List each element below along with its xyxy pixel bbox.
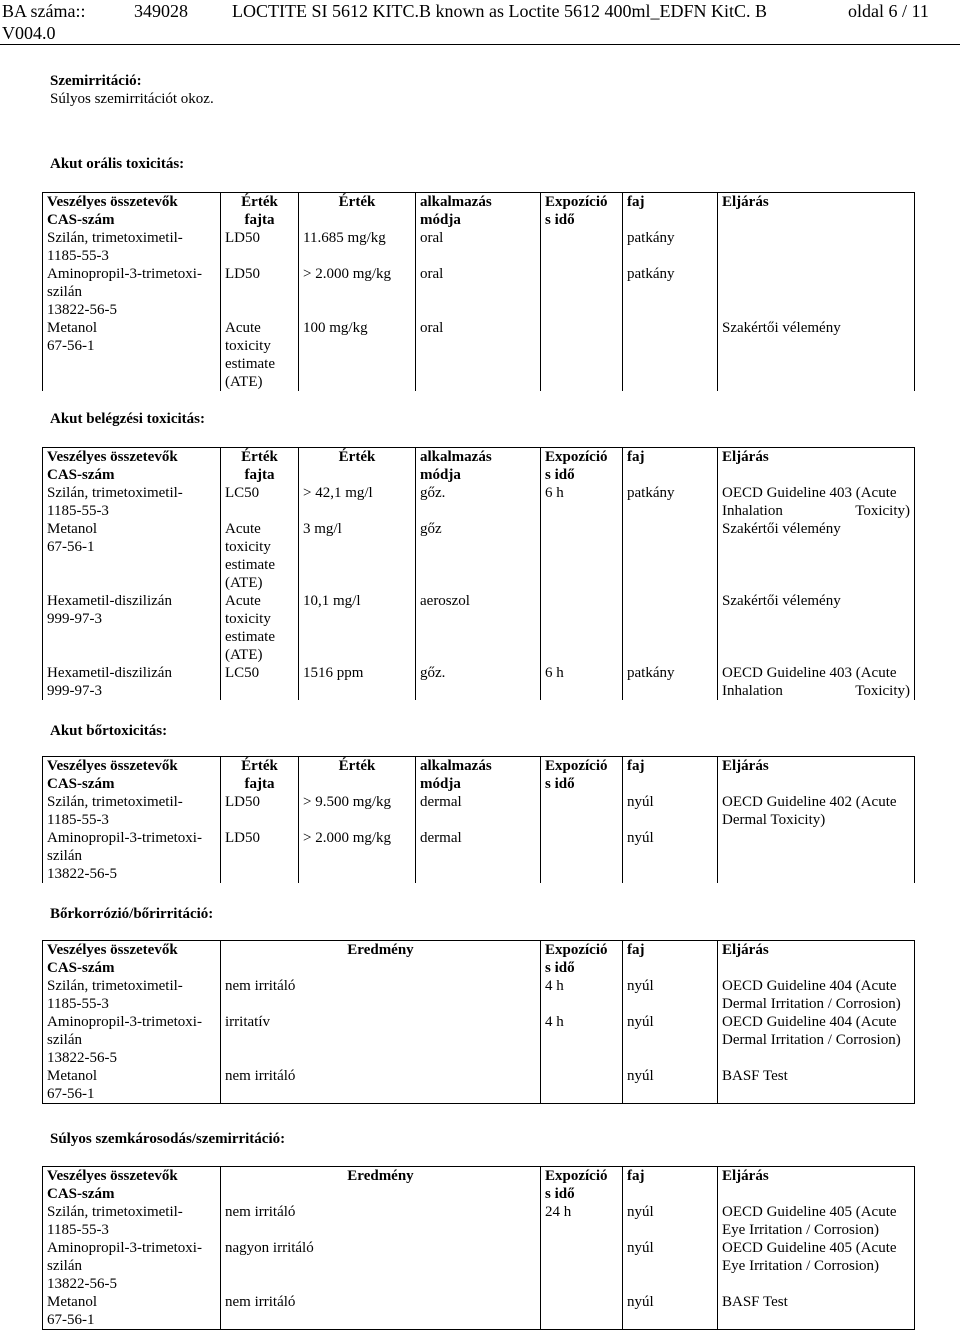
dermal-table [42, 756, 915, 883]
exposure [541, 520, 623, 592]
exposure [541, 1239, 623, 1293]
exposure [541, 1293, 623, 1330]
col-method: Eljárás [718, 1167, 915, 1204]
skin-table [42, 940, 915, 1104]
col-value: Érték [299, 193, 416, 230]
method [718, 829, 915, 883]
route: oral [416, 229, 541, 265]
cas-number: 13822-56-5 [47, 302, 117, 318]
col-route: alkalmazás módja [416, 448, 541, 485]
table-row [43, 1203, 915, 1239]
cas-number: 1185-55-3 [47, 503, 109, 519]
col-species: faj [623, 1167, 718, 1204]
inhalation-title: Akut belégzési toxicitás: [50, 411, 205, 427]
component-name: Szilán, trimetoximetil- [47, 794, 183, 810]
col-route: alkalmazás módja [416, 193, 541, 230]
col-result: Eredmény [221, 941, 541, 978]
doc-number: 349028 [134, 1, 188, 21]
method [718, 265, 915, 319]
species: nyúl [623, 977, 718, 1013]
value: > 2.000 mg/kg [299, 829, 416, 883]
method: OECD Guideline 404 (Acute Dermal Irritation / Corrosion) [718, 977, 915, 1013]
col-exposure: Expozíció s idő [541, 448, 623, 485]
table-row [43, 265, 915, 319]
page-header [0, 0, 960, 46]
value-type: Acute toxicity estimate (ATE) [221, 319, 299, 391]
table-row [43, 592, 915, 664]
col-components: Veszélyes összetevők CAS-szám [43, 757, 221, 794]
species [623, 592, 718, 664]
result: nem irritáló [221, 1203, 541, 1239]
component-name: Aminopropil-3-trimetoxi-szilán [47, 1240, 202, 1274]
table-row [43, 520, 915, 592]
table-row [43, 793, 915, 829]
species: patkány [623, 664, 718, 700]
component-name: Metanol [47, 1294, 97, 1310]
method: BASF Test [718, 1293, 915, 1330]
product-name: LOCTITE SI 5612 KITC.B known as Loctite 5612 400ml_EDFN KitC. B [232, 1, 767, 21]
component-name: Aminopropil-3-trimetoxi-szilán [47, 830, 202, 864]
method: Szakértői vélemény [718, 592, 915, 664]
table-row [43, 1013, 915, 1067]
cas-number: 1185-55-3 [47, 248, 109, 264]
component-name: Szilán, trimetoximetil- [47, 1204, 183, 1220]
route: dermal [416, 793, 541, 829]
value-type: LD50 [221, 793, 299, 829]
table-row [43, 977, 915, 1013]
col-route: alkalmazás módja [416, 757, 541, 794]
version: V004.0 [2, 23, 56, 43]
value-type: LD50 [221, 229, 299, 265]
cas-number: 999-97-3 [47, 683, 102, 699]
route: dermal [416, 829, 541, 883]
table-row [43, 1067, 915, 1104]
component-name: Metanol [47, 320, 97, 336]
cas-number: 67-56-1 [47, 1086, 95, 1102]
route: gőz. [416, 484, 541, 520]
exposure [541, 319, 623, 391]
component-name: Aminopropil-3-trimetoxi-szilán [47, 266, 202, 300]
col-method: Eljárás [718, 448, 915, 485]
route: gőz. [416, 664, 541, 700]
species: patkány [623, 484, 718, 520]
value-type: Acute toxicity estimate (ATE) [221, 520, 299, 592]
method: OECD Guideline 405 (Acute Eye Irritation / Corrosion) [718, 1239, 915, 1293]
component-name: Metanol [47, 1068, 97, 1084]
species: nyúl [623, 1203, 718, 1239]
value: > 9.500 mg/kg [299, 793, 416, 829]
method: Szakértői vélemény [718, 520, 915, 592]
species [623, 520, 718, 592]
component-name: Szilán, trimetoximetil- [47, 485, 183, 501]
cas-number: 13822-56-5 [47, 1050, 117, 1066]
value: > 42,1 mg/l [299, 484, 416, 520]
route: gőz [416, 520, 541, 592]
col-result: Eredmény [221, 1167, 541, 1204]
col-exposure: Expozíció s idő [541, 1167, 623, 1204]
col-value: Érték [299, 448, 416, 485]
route: oral [416, 319, 541, 391]
dermal-title: Akut bőrtoxicitás: [50, 723, 168, 739]
result: nem irritáló [221, 1067, 541, 1104]
route: oral [416, 265, 541, 319]
species [623, 319, 718, 391]
col-exposure: Expozíció s idő [541, 941, 623, 978]
route: aeroszol [416, 592, 541, 664]
species: nyúl [623, 1239, 718, 1293]
result: nagyon irritáló [221, 1239, 541, 1293]
method: Szakértői vélemény [718, 319, 915, 391]
exposure [541, 1067, 623, 1104]
table-row [43, 1239, 915, 1293]
col-species: faj [623, 193, 718, 230]
table-row [43, 484, 915, 520]
cas-number: 67-56-1 [47, 1312, 95, 1328]
exposure [541, 793, 623, 829]
exposure [541, 829, 623, 883]
cas-number: 67-56-1 [47, 539, 95, 555]
value: 11.685 mg/kg [299, 229, 416, 265]
table-row [43, 1293, 915, 1330]
method: BASF Test [718, 1067, 915, 1104]
cas-number: 999-97-3 [47, 611, 102, 627]
col-components: Veszélyes összetevők CAS-szám [43, 448, 221, 485]
component-name: Szilán, trimetoximetil- [47, 230, 183, 246]
eye-table [42, 1166, 915, 1330]
header-rule [0, 44, 960, 45]
col-exposure: Expozíció s idő [541, 193, 623, 230]
col-value-type: Érték fajta [221, 448, 299, 485]
species: patkány [623, 265, 718, 319]
value-type: LD50 [221, 829, 299, 883]
value: 10,1 mg/l [299, 592, 416, 664]
species: nyúl [623, 1293, 718, 1330]
value: > 2.000 mg/kg [299, 265, 416, 319]
cas-number: 1185-55-3 [47, 996, 109, 1012]
exposure: 6 h [541, 664, 623, 700]
exposure [541, 265, 623, 319]
eye-irritation-text: Súlyos szemirritációt okoz. [50, 91, 214, 107]
species: nyúl [623, 1013, 718, 1067]
col-species: faj [623, 757, 718, 794]
col-method: Eljárás [718, 757, 915, 794]
species: patkány [623, 229, 718, 265]
col-value-type: Érték fajta [221, 193, 299, 230]
col-method: Eljárás [718, 941, 915, 978]
col-method: Eljárás [718, 193, 915, 230]
inhalation-table [42, 447, 915, 700]
value: 1516 ppm [299, 664, 416, 700]
cas-number: 1185-55-3 [47, 812, 109, 828]
table-row [43, 664, 915, 700]
col-species: faj [623, 941, 718, 978]
col-exposure: Expozíció s idő [541, 757, 623, 794]
cas-number: 67-56-1 [47, 338, 95, 354]
method: OECD Guideline 402 (Acute Dermal Toxicity) [718, 793, 915, 829]
col-components: Veszélyes összetevők CAS-szám [43, 1167, 221, 1204]
col-value-type: Érték fajta [221, 757, 299, 794]
value-type: LD50 [221, 265, 299, 319]
cas-number: 1185-55-3 [47, 1222, 109, 1238]
component-name: Metanol [47, 521, 97, 537]
value-type: LC50 [221, 484, 299, 520]
skin-title: Bőrkorrózió/bőrirritáció: [50, 906, 214, 922]
cas-number: 13822-56-5 [47, 866, 117, 882]
component-name: Aminopropil-3-trimetoxi-szilán [47, 1014, 202, 1048]
value: 100 mg/kg [299, 319, 416, 391]
species: nyúl [623, 829, 718, 883]
method: OECD Guideline 403 (Acute Inhalation Toxicity) [718, 664, 915, 700]
result: irritatív [221, 1013, 541, 1067]
value: 3 mg/l [299, 520, 416, 592]
method [718, 229, 915, 265]
method: OECD Guideline 403 (Acute Inhalation Toxicity) [718, 484, 915, 520]
table-row [43, 229, 915, 265]
col-species: faj [623, 448, 718, 485]
value-type: Acute toxicity estimate (ATE) [221, 592, 299, 664]
col-components: Veszélyes összetevők CAS-szám [43, 193, 221, 230]
method: OECD Guideline 404 (Acute Dermal Irritation / Corrosion) [718, 1013, 915, 1067]
page-number: oldal 6 / 11 [848, 1, 929, 21]
component-name: Hexametil-diszilizán [47, 593, 172, 609]
eye-title: Súlyos szemkárosodás/szemirritáció: [50, 1131, 286, 1147]
species: nyúl [623, 793, 718, 829]
result: nem irritáló [221, 977, 541, 1013]
value-type: LC50 [221, 664, 299, 700]
col-components: Veszélyes összetevők CAS-szám [43, 941, 221, 978]
eye-irritation-title: Szemirritáció: [50, 73, 142, 89]
result: nem irritáló [221, 1293, 541, 1330]
exposure [541, 592, 623, 664]
oral-title: Akut orális toxicitás: [50, 156, 185, 172]
exposure: 4 h [541, 977, 623, 1013]
species: nyúl [623, 1067, 718, 1104]
component-name: Szilán, trimetoximetil- [47, 978, 183, 994]
method: OECD Guideline 405 (Acute Eye Irritation / Corrosion) [718, 1203, 915, 1239]
doc-label: BA száma:: [2, 1, 86, 21]
cas-number: 13822-56-5 [47, 1276, 117, 1292]
component-name: Hexametil-diszilizán [47, 665, 172, 681]
exposure: 4 h [541, 1013, 623, 1067]
exposure: 24 h [541, 1203, 623, 1239]
oral-table [42, 192, 915, 391]
exposure [541, 229, 623, 265]
table-row [43, 319, 915, 391]
table-row [43, 829, 915, 883]
exposure: 6 h [541, 484, 623, 520]
col-value: Érték [299, 757, 416, 794]
